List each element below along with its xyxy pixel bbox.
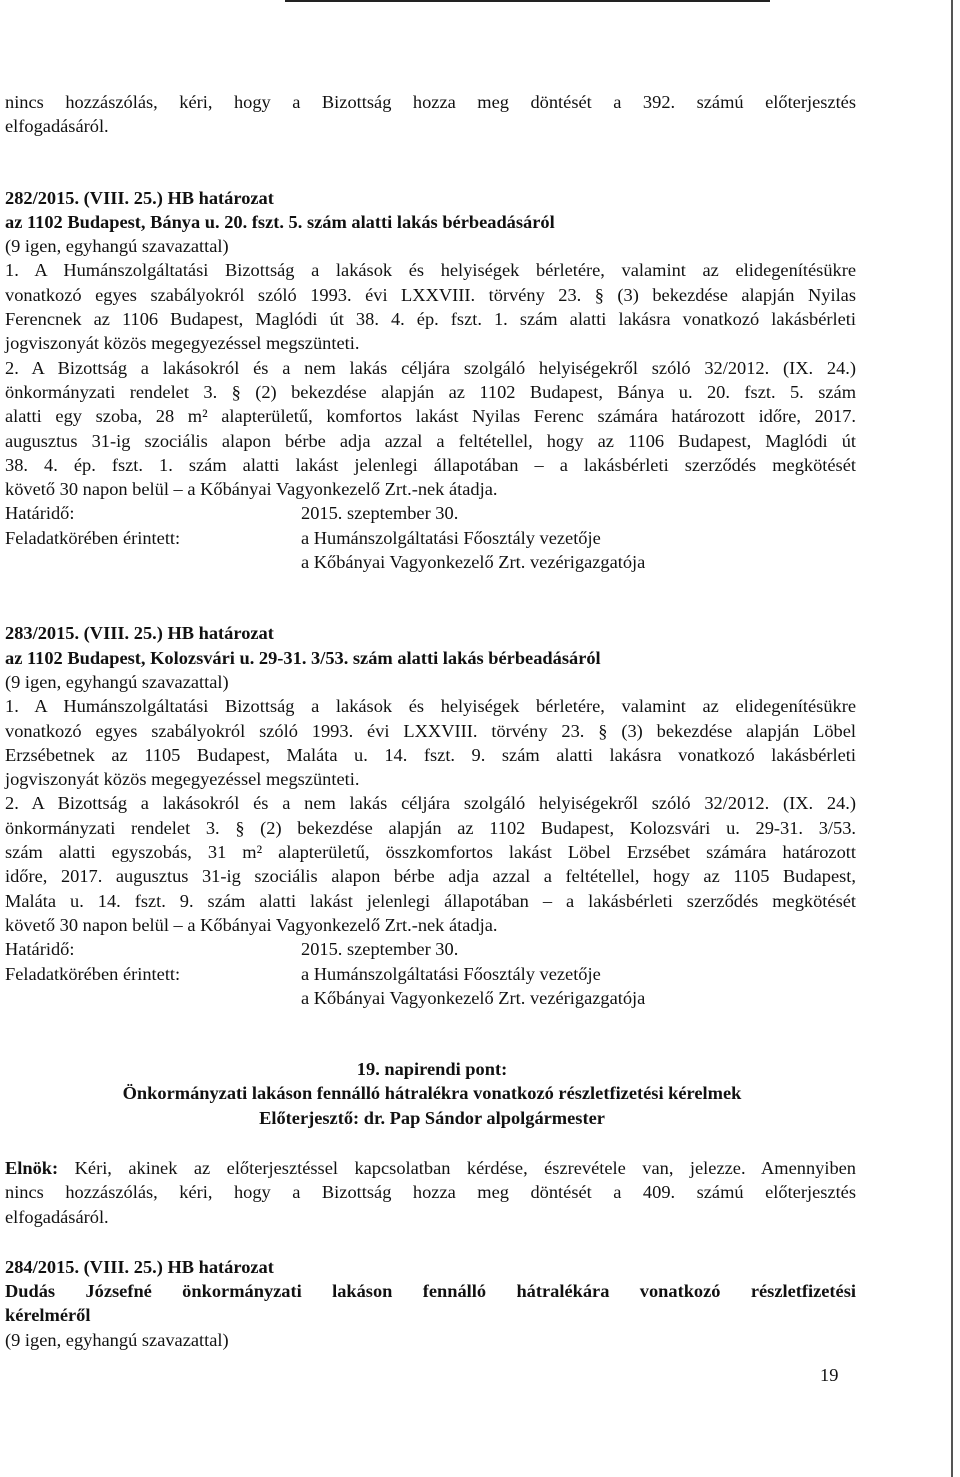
responsible-label: Feladatkörében érintett: <box>5 963 181 984</box>
text-line: augusztus 31-ig szociális alapon bérbe adja azzal a feltétellel, hogy az 1106 Budapest, Maglódi út <box>5 430 856 451</box>
paragraph-2 <box>5 791 856 937</box>
paragraph-1 <box>5 258 856 355</box>
chair-paragraph <box>5 1156 856 1229</box>
deadline-value: 2015. szeptember 30. <box>301 503 459 524</box>
paragraph-1 <box>5 694 856 791</box>
resolution-title: 283/2015. (VIII. 25.) HB határozat <box>5 623 274 644</box>
text-line: időre, 2017. augusztus 31-ig szociális alapon bérbe adja azzal a feltétellel, hogy az 1105 Budapest, <box>5 866 856 887</box>
intro-paragraph <box>5 90 856 139</box>
top-rule <box>285 0 770 2</box>
text-line: vonatkozó egyes szabályokról szóló 1993. évi LXXVIII. törvény 23. § (3) bekezdése alapján Nyilas <box>5 284 856 305</box>
text-line: 1. A Humánszolgáltatási Bizottság a lakások és helyiségek bérletére, valamint az elidegenítésükre <box>5 260 856 281</box>
deadline-row <box>5 937 856 961</box>
agenda-number: 19. napirendi pont: <box>356 1059 508 1080</box>
text-line <box>5 1156 856 1180</box>
text-line: jogviszonyát közös megegyezéssel megszünteti. <box>5 769 360 790</box>
text-line: követő 30 napon belül – a Kőbányai Vagyonkezelő Zrt.-nek átadja. <box>5 914 498 935</box>
text-line: nincs hozzászólás, kéri, hogy a Bizottság hozza meg döntését a 409. számú előterjesztés <box>5 1182 856 1203</box>
document-page <box>5 90 856 1352</box>
text-line: 2. A Bizottság a lakásokról és a nem lakás céljára szolgáló helyiségekről szóló 32/2012. (IX. 24.) <box>5 793 856 814</box>
text-line: szám alatti egyszobás, 31 m² alapterületű, összkomfortos lakást Löbel Erzsébet számára határozott <box>5 842 856 863</box>
deadline-row <box>5 501 856 525</box>
vote-result: (9 igen, egyhangú szavazattal) <box>5 236 229 257</box>
resolution-title: 284/2015. (VIII. 25.) HB határozat <box>5 1256 274 1277</box>
chair-label: Elnök: <box>5 1157 59 1178</box>
resolution-subject: kérelméről <box>5 1305 91 1326</box>
agenda-presenter: Előterjesztő: dr. Pap Sándor alpolgármester <box>259 1107 605 1128</box>
page-number: 19 <box>820 1365 839 1385</box>
text-line: követő 30 napon belül – a Kőbányai Vagyonkezelő Zrt.-nek átadja. <box>5 479 498 500</box>
responsible-row <box>5 962 856 1011</box>
resolution-subject: az 1102 Budapest, Kolozsvári u. 29-31. 3/53. szám alatti lakás bérbeadásáról <box>5 647 601 668</box>
text-line: vonatkozó egyes szabályokról szóló 1993. évi LXXVIII. törvény 23. § (3) bekezdése alapján Löbel <box>5 720 856 741</box>
text-line: elfogadásáról. <box>5 1206 109 1227</box>
text-line: Ferencnek az 1106 Budapest, Maglódi út 38. 4. ép. fszt. 1. szám alatti lakásra vonatkozó lakásbérleti <box>5 309 856 330</box>
text-line: elfogadásáról. <box>5 116 109 137</box>
text-line: 1. A Humánszolgáltatási Bizottság a lakások és helyiségek bérletére, valamint az elidegenítésükre <box>5 696 856 717</box>
paragraph-2 <box>5 356 856 502</box>
resolution-subject: az 1102 Budapest, Bánya u. 20. fszt. 5. szám alatti lakás bérbeadásáról <box>5 211 555 232</box>
text-line: nincs hozzászólás, kéri, hogy a Bizottság hozza meg döntését a 392. számú előterjesztés <box>5 92 856 112</box>
right-edge-rule <box>951 0 953 1477</box>
resolution-subject: Dudás Józsefné önkormányzati lakáson fennálló hátralékára vonatkozó részletfizetési <box>5 1281 856 1302</box>
responsible-row <box>5 526 856 575</box>
text-line: alatti egy szoba, 28 m² alapterületű, komfortos lakást Nyilas Ferenc számára határozott időre, 2017. <box>5 406 856 427</box>
text-line: 2. A Bizottság a lakásokról és a nem lakás céljára szolgáló helyiségekről szóló 32/2012. (IX. 24.) <box>5 357 856 378</box>
deadline-label: Határidő: <box>5 939 75 960</box>
responsible-value: a Kőbányai Vagyonkezelő Zrt. vezérigazgatója <box>301 987 646 1008</box>
vote-result: (9 igen, egyhangú szavazattal) <box>5 1329 229 1350</box>
text-line: jogviszonyát közös megegyezéssel megszünteti. <box>5 333 360 354</box>
responsible-label: Feladatkörében érintett: <box>5 527 181 548</box>
chair-text: Kéri, akinek az előterjesztéssel kapcsolatban kérdése, észrevétele van, jelezze. Amennyiben <box>58 1157 856 1178</box>
responsible-value: a Humánszolgáltatási Főosztály vezetője <box>301 963 601 984</box>
resolution-title: 282/2015. (VIII. 25.) HB határozat <box>5 187 274 208</box>
text-line: Erzsébetnek az 1105 Budapest, Maláta u. 14. fszt. 9. szám alatti lakásra vonatkozó lakásbérleti <box>5 744 856 765</box>
text-line: Maláta u. 14. fszt. 9. szám alatti lakást jelenlegi állapotában – a lakásbérleti szerződés megkötését <box>5 890 856 911</box>
text-line: 38. 4. ép. fszt. 1. szám alatti lakást jelenlegi állapotában – a lakásbérleti szerződés megkötését <box>5 454 856 475</box>
responsible-value: a Kőbányai Vagyonkezelő Zrt. vezérigazgatója <box>301 552 646 573</box>
responsible-value: a Humánszolgáltatási Főosztály vezetője <box>301 527 601 548</box>
agenda-title: Önkormányzati lakáson fennálló hátralékra vonatkozó részletfizetési kérelmek <box>122 1083 742 1104</box>
agenda-heading <box>5 1057 856 1130</box>
resolution-282 <box>5 186 856 575</box>
deadline-value: 2015. szeptember 30. <box>301 939 459 960</box>
vote-result: (9 igen, egyhangú szavazattal) <box>5 671 229 692</box>
resolution-283 <box>5 621 856 1010</box>
deadline-label: Határidő: <box>5 503 75 524</box>
text-line: önkormányzati rendelet 3. § (2) bekezdése alapján az 1102 Budapest, Bánya u. 20. fszt. 5. szám <box>5 381 856 402</box>
resolution-284 <box>5 1255 856 1352</box>
text-line: önkormányzati rendelet 3. § (2) bekezdése alapján az 1102 Budapest, Kolozsvári u. 29-31. 3/53. <box>5 817 856 838</box>
